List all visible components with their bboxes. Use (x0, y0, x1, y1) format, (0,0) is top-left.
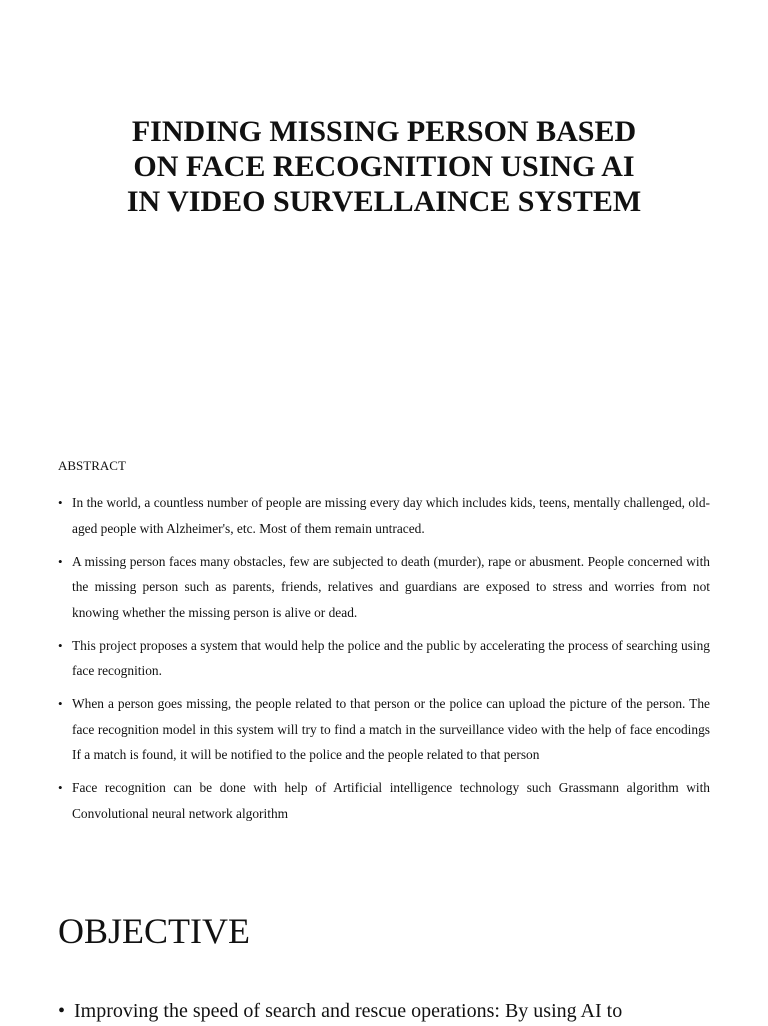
objective-item-1 (58, 996, 710, 1026)
title-line-1: FINDING MISSING PERSON BASED (131, 115, 637, 148)
title-line-2: ON FACE RECOGNITION USING AI (133, 150, 635, 183)
abstract-item-5 (58, 775, 710, 826)
bullet-icon: • (58, 696, 63, 711)
abstract-item-2 (58, 549, 710, 626)
abstract-item-text: When a person goes missing, the people related to that person or the police can upload the picture of the person. The face recognition model in this system will try to find a match in the surveillance video with the help of face encodings If a match is found, it will be notified to the police and the people related to that person (72, 696, 710, 762)
objective-list (58, 996, 710, 1026)
objective-item-text: Improving the speed of search and rescue operations: By using AI to (74, 1000, 623, 1022)
bullet-icon: • (58, 1000, 66, 1022)
document-title (60, 114, 708, 219)
objective-heading: OBJECTIVE (58, 911, 250, 951)
title-line-3: IN VIDEO SURVELLAINCE SYSTEM (126, 185, 642, 218)
abstract-item-text: This project proposes a system that would help the police and the public by accelerating the process of searching using face recognition. (72, 637, 710, 678)
abstract-list (58, 490, 710, 834)
abstract-item-text: A missing person faces many obstacles, few are subjected to death (murder), rape or abusment. People concerned with the missing person such as parents, friends, relatives and guardians are exposed to stress and worries from not knowing whether the missing person is alive or dead. (72, 553, 710, 620)
bullet-icon: • (58, 780, 63, 795)
abstract-item-text: Face recognition can be done with help of Artificial intelligence technology such Grassmann algorithm with Convolutional neural network algorithm (72, 780, 710, 821)
bullet-icon: • (58, 495, 63, 510)
abstract-item-3 (58, 633, 710, 684)
abstract-item-1 (58, 490, 710, 541)
abstract-heading: ABSTRACT (58, 458, 126, 473)
abstract-item-4 (58, 691, 710, 768)
bullet-icon: • (58, 553, 63, 569)
abstract-item-text: In the world, a countless number of people are missing every day which includes kids, teens, mentally challenged, old-aged people with Alzheimer's, etc. Most of them remain untraced. (72, 495, 710, 536)
bullet-icon: • (58, 637, 63, 653)
